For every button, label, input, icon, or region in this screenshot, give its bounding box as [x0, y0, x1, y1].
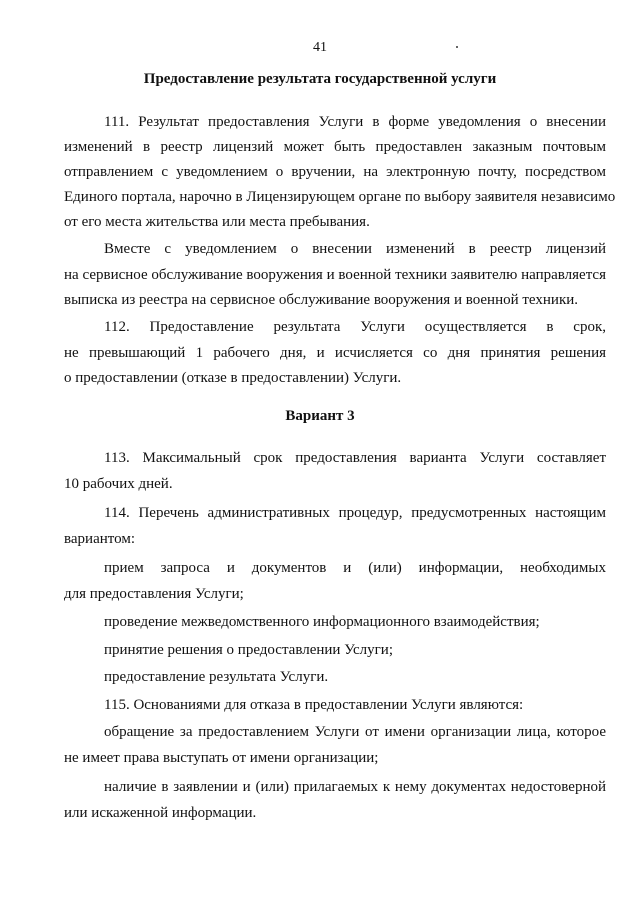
- list-item-line: для предоставления Услуги;: [64, 586, 244, 602]
- paragraph-114-line: вариантом:: [64, 531, 135, 547]
- list-item-line: или искаженной информации.: [64, 805, 257, 821]
- page-number: 41: [313, 40, 327, 55]
- paragraph-113-line: 10 рабочих дней.: [64, 476, 173, 492]
- paragraph-111-line: изменений в реестр лицензий может быть предоставлен заказным почтовым: [64, 139, 606, 155]
- list-item-line: обращение за предоставлением Услуги от имени организации лица, которое: [104, 724, 606, 740]
- section-heading: Предоставление результата государственной услуги: [143, 71, 497, 87]
- list-item: принятие решения о предоставлении Услуги;: [104, 642, 394, 658]
- variant-heading: Вариант 3: [285, 408, 355, 424]
- list-item-line: не имеет права выступать от имени организации;: [64, 750, 379, 766]
- paragraph-vmeste-line: Вместе с уведомлением о внесении изменений в реестр лицензий: [104, 241, 606, 257]
- scan-speck: [456, 46, 458, 48]
- paragraph-111-line: Единого портала, нарочно в Лицензирующем органе по выбору заявителя независимо: [64, 189, 616, 205]
- list-item-line: наличие в заявлении и (или) прилагаемых к нему документах недостоверной: [104, 779, 606, 795]
- list-item: проведение межведомственного информационного взаимодействия;: [104, 614, 540, 630]
- paragraph-111-line: от его места жительства или места пребывания.: [64, 214, 370, 230]
- paragraph-111-line: 111. Результат предоставления Услуги в форме уведомления о внесении: [104, 114, 606, 130]
- paragraph-111-line: отправлением с уведомлением о вручении, на электронную почту, посредством: [64, 164, 606, 180]
- paragraph-113-line: 113. Максимальный срок предоставления варианта Услуги составляет: [104, 450, 606, 466]
- list-item-line: прием запроса и документов и (или) информации, необходимых: [104, 560, 606, 576]
- paragraph-vmeste-line: выписка из реестра на сервисное обслуживание вооружения и военной техники.: [64, 292, 579, 308]
- paragraph-vmeste-line: на сервисное обслуживание вооружения и военной техники заявителю направляется: [64, 267, 606, 283]
- list-item: предоставление результата Услуги.: [104, 669, 329, 685]
- paragraph-112-line: 112. Предоставление результата Услуги осуществляется в срок,: [104, 319, 606, 335]
- paragraph-115-line: 115. Основаниями для отказа в предоставлении Услуги являются:: [104, 697, 524, 713]
- paragraph-112-line: не превышающий 1 рабочего дня, и исчисляется со дня принятия решения: [64, 345, 606, 361]
- paragraph-112-line: о предоставлении (отказе в предоставлении) Услуги.: [64, 370, 402, 386]
- paragraph-114-line: 114. Перечень административных процедур, предусмотренных настоящим: [104, 505, 606, 521]
